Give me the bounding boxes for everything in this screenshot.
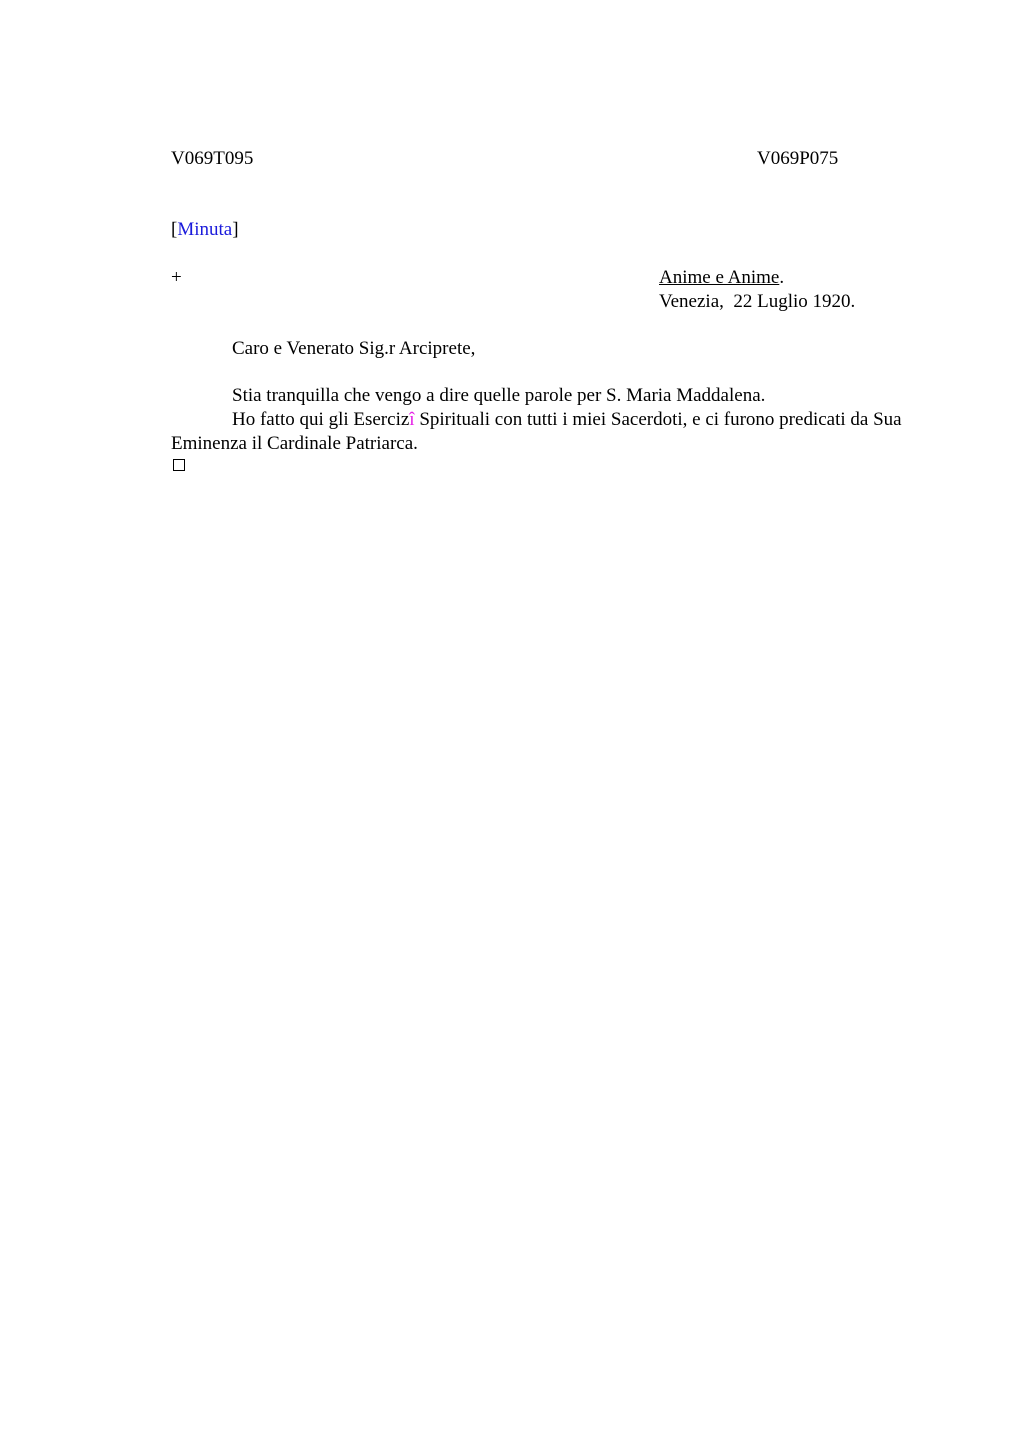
empty-square-icon: [173, 459, 185, 471]
editorial-mark: î: [409, 409, 415, 430]
salutation: Caro e Venerato Sig.r Arciprete,: [232, 338, 476, 359]
body-paragraph-2: [171, 408, 931, 455]
paragraph-2-text-after: Spirituali con tutti i miei Sacerdoti, e ci furono predicati da Sua Eminenza il Cardinale Patriarca.: [171, 409, 902, 454]
cross-mark: +: [171, 267, 182, 288]
document-code-left: V069T095: [171, 148, 254, 169]
draft-note-open-bracket: [: [171, 219, 178, 240]
draft-note-close-bracket: ]: [232, 219, 239, 240]
motto-suffix: .: [779, 267, 785, 288]
place-date: Venezia, 22 Luglio 1920.: [659, 291, 856, 312]
motto: [659, 266, 784, 289]
draft-note: [171, 218, 239, 241]
document-code-right: V069P075: [757, 148, 839, 169]
draft-note-label: Minuta: [177, 219, 233, 240]
paragraph-2-text-before: Ho fatto qui gli Eserciz: [232, 409, 410, 430]
body-paragraph-1: Stia tranquilla che vengo a dire quelle parole per S. Maria Maddalena.: [232, 385, 766, 406]
motto-text: Anime e Anime: [659, 267, 780, 288]
